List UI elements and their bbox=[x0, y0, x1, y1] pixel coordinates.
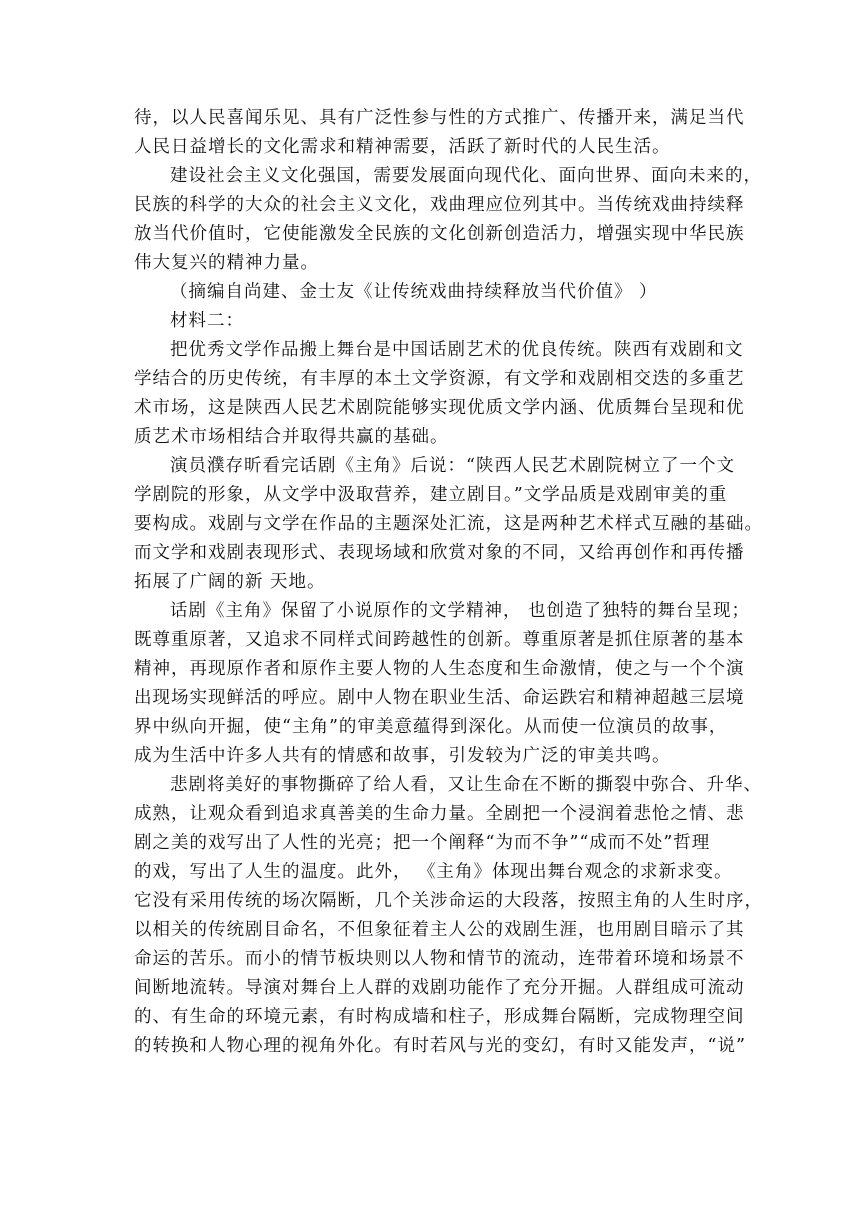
document-body bbox=[134, 104, 763, 1061]
text-line: 放当代价值时，它使能激发全民族的文化创新创造活力，增强实现中华民族 bbox=[134, 224, 745, 244]
text-line: 的转换和人物心理的视角外化。有时若风与光的变幻，有时又能发声，“说” bbox=[134, 1036, 746, 1056]
text-line: 既尊重原著，又追求不同样式间跨越性的创新。尊重原著是抓住原著的基本 bbox=[134, 630, 745, 650]
text-line: 材料二： bbox=[170, 311, 244, 331]
text-line: 命运的苦乐。而小的情节板块则以人物和情节的流动，连带着环境和场景不 bbox=[134, 949, 745, 969]
text-line: 民族的科学的大众的社会主义文化，戏曲理应位列其中。当传统戏曲持续释 bbox=[134, 195, 745, 215]
text-line: 要构成。戏剧与文学在作品的主题深处汇流，这是两种艺术样式互融的基础。 bbox=[134, 514, 763, 534]
text-line: 成熟，让观众看到追求真善美的生命力量。全剧把一个浸润着悲怆之情、悲 bbox=[134, 804, 745, 824]
text-line: 话剧《主角》保留了小说原作的文学精神， 也创造了独特的舞台呈现； bbox=[170, 601, 751, 621]
text-line: 伟大复兴的精神力量。 bbox=[134, 253, 319, 273]
text-line: 质艺术市场相结合并取得共赢的基础。 bbox=[134, 427, 449, 447]
text-line: 学结合的历史传统，有丰厚的本土文学资源，有文学和戏剧相交迭的多重艺 bbox=[134, 369, 745, 389]
text-line: 的戏，写出了人生的温度。此外， 《主角》体现出舞台观念的求新求变。 bbox=[134, 862, 733, 882]
text-line: 把优秀文学作品搬上舞台是中国话剧艺术的优良传统。陕西有戏剧和文 bbox=[170, 340, 744, 360]
text-line: （摘编自尚建、金士友《让传统戏曲持续释放当代价值》 ） bbox=[170, 282, 658, 302]
text-line: 它没有采用传统的场次隔断，几个关涉命运的大段落，按照主角的人生时序， bbox=[134, 891, 763, 911]
text-line: 界中纵向开掘，使“主角”的审美意蕴得到深化。从而使一位演员的故事， bbox=[134, 717, 728, 737]
text-line: 术市场，这是陕西人民艺术剧院能够实现优质文学内涵、优质舞台呈现和优 bbox=[134, 398, 745, 418]
text-line: 以相关的传统剧目命名，不但象征着主人公的戏剧生涯，也用剧目暗示了其 bbox=[134, 920, 745, 940]
text-line: 精神，再现原作者和原作主要人物的人生态度和生命激情，使之与一个个演 bbox=[134, 659, 745, 679]
text-line: 待，以人民喜闻乐见、具有广泛性参与性的方式推广、传播开来，满足当代 bbox=[134, 108, 745, 128]
text-line: 人民日益增长的文化需求和精神需要，活跃了新时代的人民生活。 bbox=[134, 137, 671, 157]
text-line: 的、有生命的环境元素，有时构成墙和柱子，形成舞台隔断，完成物理空间 bbox=[134, 1007, 745, 1027]
text-line: 悲剧将美好的事物撕碎了给人看，又让生命在不断的撕裂中弥合、升华、 bbox=[170, 775, 762, 795]
text-line: 学剧院的形象，从文学中汲取营养，建立剧目。”文学品质是戏剧审美的重 bbox=[134, 485, 728, 505]
text-line: 剧之美的戏写出了人性的光亮；把一个阐释“为而不争”“成而不处”哲理 bbox=[134, 833, 711, 853]
text-line: 而文学和戏剧表现形式、表现场域和欣赏对象的不同，又给再创作和再传播 bbox=[134, 543, 745, 563]
text-line: 出现场实现鲜活的呼应。剧中人物在职业生活、命运跌宕和精神超越三层境 bbox=[134, 688, 745, 708]
text-line: 成为生活中许多人共有的情感和故事，引发较为广泛的审美共鸣。 bbox=[134, 746, 671, 766]
text-line: 演员濮存昕看完话剧《主角》后说：“陕西人民艺术剧院树立了一个文 bbox=[170, 456, 735, 476]
text-line: 间断地流转。导演对舞台上人群的戏剧功能作了充分开掘。人群组成可流动 bbox=[134, 978, 745, 998]
text-line: 建设社会主义文化强国，需要发展面向现代化、面向世界、面向未来的， bbox=[170, 166, 762, 186]
text-line: 拓展了广阔的新 天地。 bbox=[134, 572, 326, 592]
